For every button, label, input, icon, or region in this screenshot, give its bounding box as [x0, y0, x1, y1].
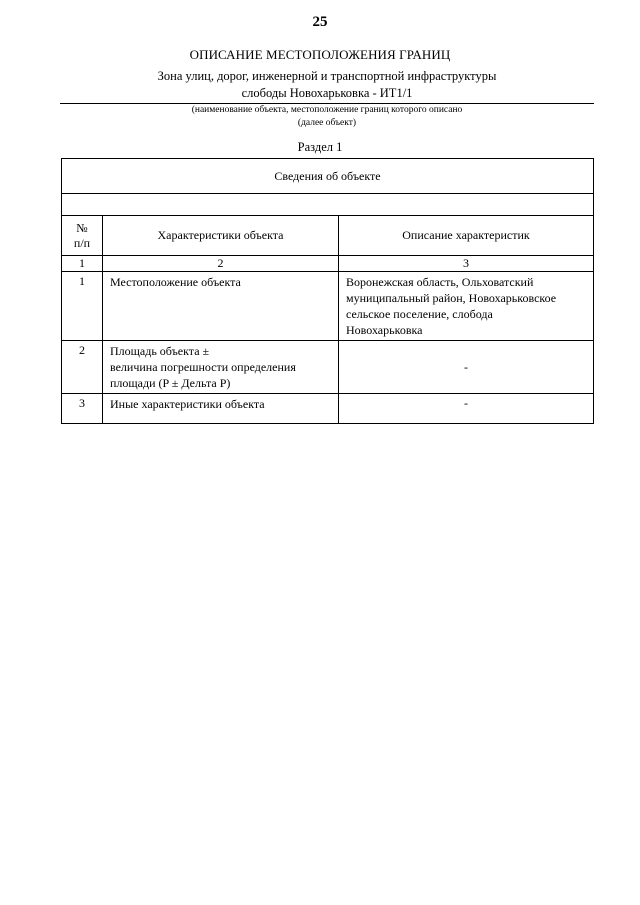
row-description: [339, 272, 594, 341]
row-description-line: муниципальный район, Новохарьковское: [346, 291, 557, 305]
object-name: [60, 68, 594, 104]
table-spacer-cell: [62, 194, 594, 216]
object-name-line-2: слободы Новохарьковка - ИТ1/1: [241, 86, 413, 100]
page-number: 25: [312, 14, 328, 30]
row-number: 3: [62, 394, 103, 424]
header-num: [62, 216, 103, 256]
row-number: 1: [62, 272, 103, 341]
row-description-line: Воронежская область, Ольховатский: [346, 275, 534, 289]
column-index-2: 2: [103, 256, 339, 272]
object-note-line-1: (наименование объекта, местоположение границ которого описано: [191, 105, 463, 115]
table-row: [62, 272, 594, 341]
column-index-3: 3: [339, 256, 594, 272]
row-characteristic: Местоположение объекта: [103, 272, 339, 341]
section-label: Раздел 1: [297, 140, 343, 154]
row-characteristic: [103, 341, 339, 394]
row-characteristic: Иные характеристики объекта: [103, 394, 339, 424]
header-num-line-1: №: [76, 220, 88, 235]
header-num-line-2: п/п: [73, 235, 91, 250]
table-caption-row: [62, 159, 594, 194]
row-number: 2: [62, 341, 103, 394]
header-characteristics: Характеристики объекта: [103, 216, 339, 256]
table-row: [62, 394, 594, 424]
row-description: -: [339, 341, 594, 394]
column-index-1: 1: [62, 256, 103, 272]
table-row: [62, 341, 594, 394]
object-name-line-1: Зона улиц, дорог, инженерной и транспортной инфраструктуры: [157, 69, 497, 83]
table-caption: Сведения об объекте: [62, 159, 594, 194]
document-title: ОПИСАНИЕ МЕСТОПОЛОЖЕНИЯ ГРАНИЦ: [189, 47, 451, 62]
object-name-note: [60, 104, 594, 130]
table-header-row: [62, 216, 594, 256]
row-characteristic-line: Площадь объекта ±: [110, 344, 210, 358]
object-info-table: [61, 158, 594, 424]
row-characteristic-line: площади (P ± Дельта P): [110, 376, 231, 390]
row-description: -: [339, 394, 594, 424]
row-characteristic-line: величина погрешности определения: [110, 360, 296, 374]
row-description-line: сельское поселение, слобода: [346, 307, 493, 321]
table-spacer-row: [62, 194, 594, 216]
object-note-line-2: (далее объект): [297, 118, 357, 128]
header-description: Описание характеристик: [339, 216, 594, 256]
table-index-row: [62, 256, 594, 272]
row-description-line: Новохарьковка: [346, 323, 423, 337]
